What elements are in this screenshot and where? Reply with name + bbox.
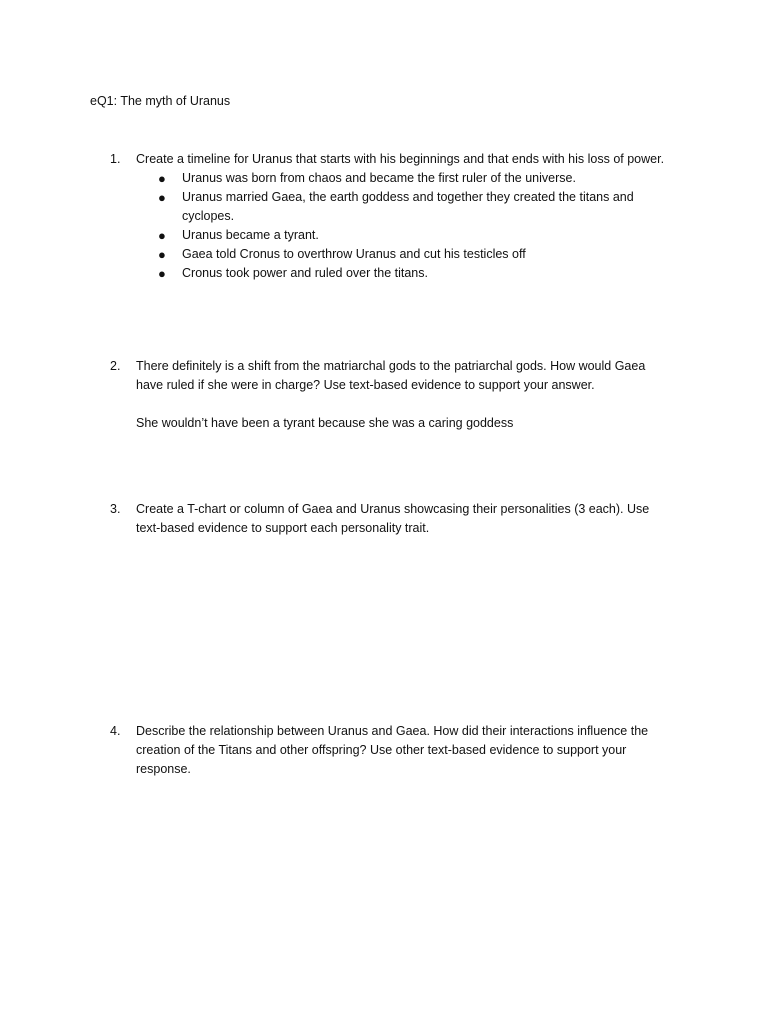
bullet-dot-icon: ● [158, 266, 166, 281]
question-text: Describe the relationship between Uranus and Gaea. How did their interactions influence the creation of the Titans and other offspring? Use other text-based evidence to support your response. [136, 724, 649, 776]
question-4 [110, 722, 670, 779]
question-1 [110, 150, 670, 283]
bullet-dot-icon: ● [158, 247, 166, 262]
list-item-text: Uranus married Gaea, the earth goddess and together they created the titans and cyclopes. [182, 190, 634, 223]
bullet-dot-icon: ● [158, 171, 166, 186]
question-3 [110, 500, 670, 538]
question-text: Create a timeline for Uranus that starts with his beginnings and that ends with his loss of power. [136, 152, 665, 166]
list-item-text: Uranus became a tyrant. [182, 228, 319, 242]
question-text: There definitely is a shift from the matriarchal gods to the patriarchal gods. How would Gaea have ruled if she were in charge? Use text-based evidence to support your answer. [136, 359, 646, 392]
question-number: 2. [110, 359, 121, 373]
question-text: Create a T-chart or column of Gaea and Uranus showcasing their personalities (3 each). Use text-based evidence to support each personality trait. [136, 502, 650, 535]
question-number: 4. [110, 724, 121, 738]
list-item [158, 264, 670, 283]
list-item [158, 245, 670, 264]
question-number: 1. [110, 152, 121, 166]
list-item [158, 169, 670, 188]
list-item-text: Uranus was born from chaos and became the first ruler of the universe. [182, 171, 576, 185]
answer-text: She wouldn’t have been a tyrant because she was a caring goddess [136, 416, 514, 430]
list-item-text: Gaea told Cronus to overthrow Uranus and cut his testicles off [182, 247, 526, 261]
timeline-list [158, 169, 670, 283]
list-item [158, 188, 670, 226]
list-item [158, 226, 670, 245]
bullet-dot-icon: ● [158, 190, 166, 205]
bullet-dot-icon: ● [158, 228, 166, 243]
list-item-text: Cronus took power and ruled over the titans. [182, 266, 428, 280]
document-title: eQ1: The myth of Uranus [90, 94, 231, 108]
question-number: 3. [110, 502, 121, 516]
question-2 [110, 357, 670, 433]
